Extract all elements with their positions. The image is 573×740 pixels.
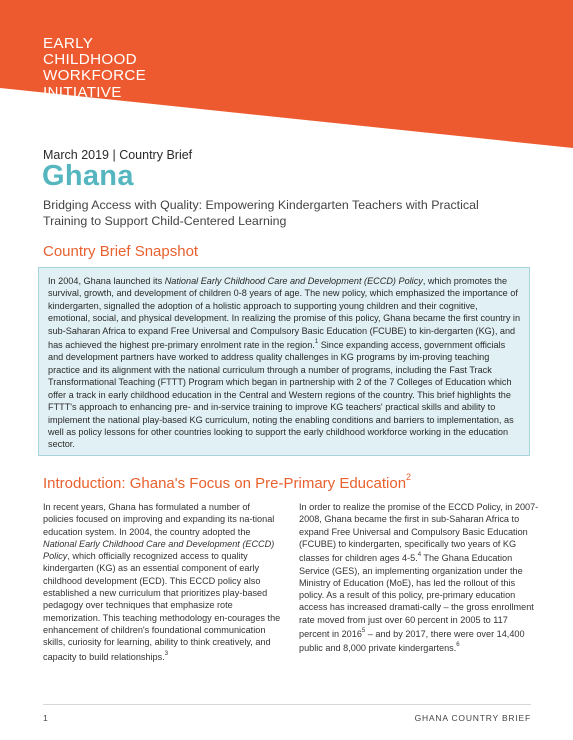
logo-line: EARLY: [43, 35, 94, 52]
page-subtitle: Bridging Access with Quality: Empowering Kindergarten Teachers with Practical Training to Support Child-Centered Learning: [43, 198, 479, 228]
page-title: Ghana: [42, 160, 134, 192]
footnote-ref: 1: [314, 339, 319, 346]
footnote-ref: 2: [406, 472, 412, 482]
footnote-ref: 4: [417, 552, 422, 559]
snapshot-paragraph: [48, 275, 521, 451]
logo-line: CHILDHOOD: [43, 51, 137, 69]
policy-name: National Early Childhood Care and Development (ECCD) Policy: [164, 276, 423, 286]
initiative-logo: [43, 36, 146, 101]
intro-left-column: [43, 501, 281, 663]
intro-heading: [43, 474, 411, 492]
intro-text: In recent years, Ghana has formulated a number of policies focused on improving and expanding its na-tional education system. In 2004, the country adopted the: [43, 502, 275, 537]
logo-line: WORKFORCE: [43, 67, 147, 85]
logo-line: INITIATIVE: [43, 83, 122, 101]
intro-text: , which officially recognized access to quality kindergarten (KG) as an essential component of early childhood development (ECD). This ECCD policy also established a new curriculum that prioritizes play-based pedagogy over techniques that emphasize rote memorization. This teaching methodology en-courages the enhancement of children's foundational communication skills, curiosity for learning, ability to think creatively, and capacity to build relationships.: [43, 551, 281, 662]
brief-date: March 2019 | Country Brief: [43, 148, 193, 162]
snapshot-text: , which promotes the survival, growth, and development of children 0-8 years of age. The new policy, which emphasized the importance of kindergarten, signalled the adoption of a holistic approach to supporting young children and their cognitive, emotional, social, and physical development. In realizing the promise of this policy, Ghana became the first country in sub-Saharan Africa to expand Free Universal and Compulsory Basic Education (FCUBE) to kin-dergarten (KG), and has achieved the highest pre-primary enrolment rate in the region.: [48, 276, 521, 351]
policy-name: National Early Childhood Care and Development (ECCD) Policy: [43, 538, 275, 562]
intro-text: In order to realize the promise of the ECCD Policy, in 2007-2008, Ghana became the first in sub-Saharan Africa to expand Free Universal and Compulsory Basic Education (FCUBE) to kindergarten, specifically two years of KG classes for children ages 4-5.: [299, 502, 539, 564]
intro-right-column: [299, 501, 539, 655]
footnote-ref: 3: [164, 650, 169, 657]
footer-label: GHANA COUNTRY BRIEF: [414, 713, 531, 723]
intro-text: The Ghana Education Service (GES), an implementing organization under the Ministry of Education (MoE), has led the rollout of this policy. As a result of this policy, pre-primary education access has increased dramati-cally – the gross enrollment rate moved from just over 60 percent in 2005 to 117 percent in 2016: [299, 553, 534, 640]
footnote-ref: 6: [456, 642, 460, 649]
snapshot-box: [38, 267, 530, 456]
intro-text: – and by 2017, there were over 14,400 public and 8,000 private kindergartens.: [299, 629, 525, 654]
footer-divider: [43, 704, 531, 705]
page-number: 1: [43, 713, 48, 723]
intro-paragraph: [299, 501, 539, 655]
intro-heading-text: Introduction: Ghana's Focus on Pre-Primary Education: [43, 475, 407, 492]
intro-paragraph: [43, 501, 281, 663]
snapshot-heading: Country Brief Snapshot: [43, 243, 199, 260]
snapshot-text: Since expanding access, government officials and development partners have worked to address quality challenges in KG programs by im-proving teaching practice and its alignment with the national curriculum through a number of programs, including the Fast Track Transformational Teaching (FTTT) Program which began in partnership with 2 of the 7 Colleges of Education which offer a track in early childhood education in the Central and Western regions of the country. This brief highlights the FTTT's approach to enhancing pre- and in-service training to improve KG teachers' practical skills and ability to implement the national play-based KG curriculum, noting the enabling conditions and barriers to implementation, as well as policy lessons for other countries looking to support the early childhood workforce working in the education sector.: [48, 340, 514, 450]
snapshot-text: In 2004, Ghana launched its: [48, 276, 165, 286]
footnote-ref: 5: [361, 628, 366, 635]
